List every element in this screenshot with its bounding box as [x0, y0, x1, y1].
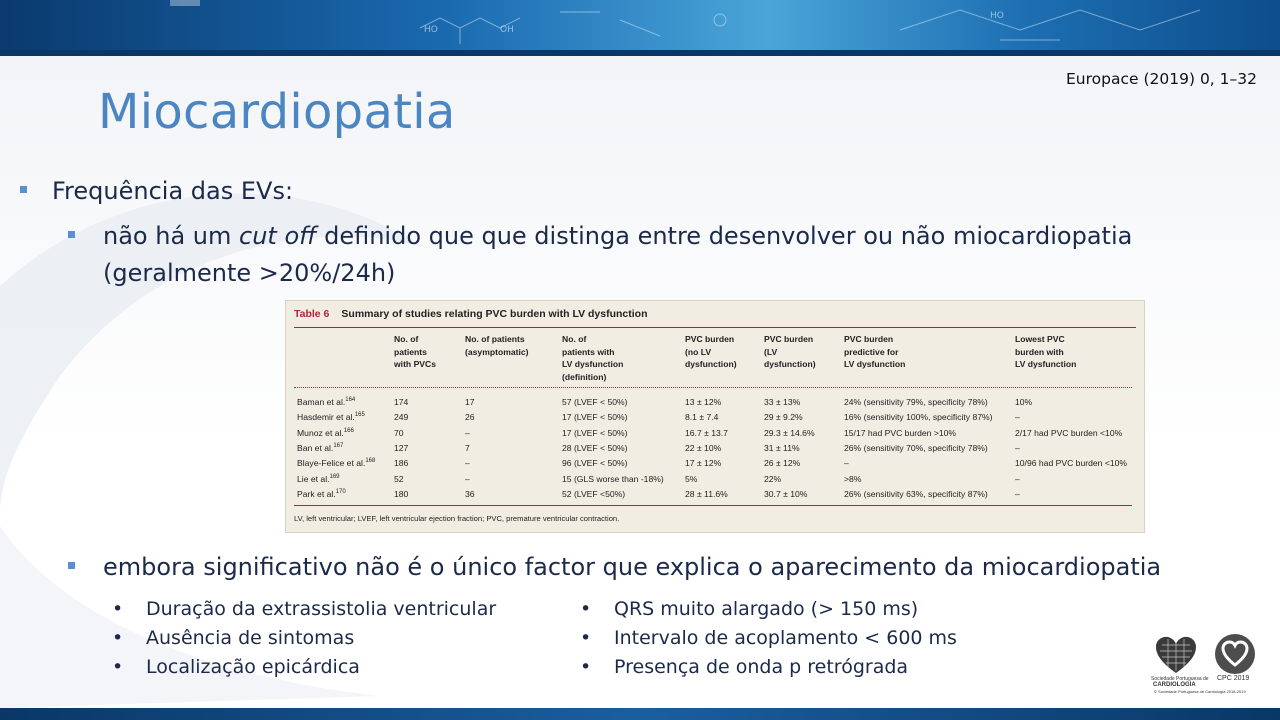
table-cell: 180 — [394, 488, 409, 499]
sub-bullet-text: Ausência de sintomas — [146, 627, 355, 649]
svg-text:OH: OH — [500, 25, 514, 35]
bullet-square-icon — [68, 562, 75, 569]
table-cell: 31 ± 11% — [764, 442, 800, 453]
table-footnote: LV, left ventricular; LVEF, left ventricular ejection fraction; PVC, premature ventricular contraction. — [294, 514, 620, 523]
spc-logo-line1: Sociedade Portuguesa de — [1151, 676, 1209, 682]
bullet-text-continuation: (geralmente >20%/24h) — [103, 259, 396, 287]
table-study-cell — [297, 474, 340, 484]
study-name: Park et al. — [297, 488, 336, 499]
cpc-logo-circle — [1215, 634, 1255, 674]
table-cell: 26 — [465, 412, 475, 423]
study-reference: 166 — [343, 427, 354, 434]
table-cell: 17 — [465, 397, 475, 407]
table-cell: 36 — [465, 488, 475, 499]
table-top-rule — [294, 327, 1136, 328]
spc-logo-line2: CARDIOLOGIA — [1153, 682, 1196, 688]
table-cell: – — [844, 458, 849, 469]
spc-heart-logo-icon — [1154, 635, 1198, 675]
reference-citation: Europace (2019) 0, 1–32 — [1066, 70, 1257, 88]
table-cell: 2/17 had PVC burden <10% — [1015, 427, 1123, 438]
bullet-square-icon — [20, 186, 27, 193]
table-cell: 7 — [465, 442, 470, 453]
sub-bullet-text: Presença de onda p retrógrada — [614, 656, 909, 678]
bullet-level2-factors — [68, 553, 1161, 581]
sub-bullet-right: • QRS muito alargado (> 150 ms) — [580, 598, 919, 620]
sub-bullet-text: Localização epicárdica — [146, 656, 360, 678]
bullet-square-icon — [68, 231, 75, 238]
table-header-divider — [294, 387, 1132, 388]
table-cell: 174 — [394, 397, 409, 407]
table-study-cell — [297, 397, 355, 407]
bullet-text-post: definido que que distinga entre desenvolver ou não miocardiopatia — [316, 222, 1133, 250]
cpc-heart-icon — [1215, 634, 1255, 674]
slide-title: Miocardiopatia — [98, 84, 456, 140]
table-bottom-rule — [294, 505, 1132, 506]
table-cell: – — [1015, 473, 1020, 484]
table-cell: 22% — [764, 473, 782, 484]
table-cell: 17 (LVEF < 50%) — [562, 427, 628, 438]
study-reference: 170 — [335, 488, 346, 495]
study-reference: 164 — [345, 397, 356, 404]
sub-bullet-text: Duração da extrassistolia ventricular — [146, 598, 497, 620]
study-reference: 169 — [329, 473, 340, 480]
footer-bar — [0, 708, 1280, 720]
table-cell: 249 — [394, 412, 409, 423]
table-cell: >8% — [844, 473, 862, 484]
table-cell: 16% (sensitivity 100%, specificity 87%) — [844, 412, 993, 423]
table-caption-text: Summary of studies relating PVC burden with LV dysfunction — [341, 308, 648, 320]
bullet-level1-text: Frequência das EVs: — [52, 177, 294, 205]
table-cell: 17 ± 12% — [685, 458, 722, 469]
table-cell: 33 ± 13% — [764, 397, 801, 407]
table-cell: 96 (LVEF < 50%) — [562, 458, 628, 469]
table-cell: 52 (LVEF <50%) — [562, 488, 626, 499]
table-cell: 186 — [394, 458, 409, 469]
bullet-text-emphasis: cut off — [239, 222, 317, 250]
table-cell: 30.7 ± 10% — [764, 488, 808, 499]
banner-decoration — [0, 0, 1280, 56]
table-header-cell: Lowest PVC burden with LV dysfunction — [1015, 334, 1077, 369]
table-cell: 57 (LVEF < 50%) — [562, 397, 628, 407]
table-study-cell — [297, 428, 354, 438]
table-cell: 16.7 ± 13.7 — [685, 427, 728, 438]
table-cell: 26% (sensitivity 63%, specificity 87%) — [844, 488, 988, 499]
table-cell: 15/17 had PVC burden >10% — [844, 427, 957, 438]
table-cell: 52 — [394, 473, 404, 484]
table-cell: – — [1015, 442, 1020, 453]
svg-text:HO: HO — [424, 25, 438, 35]
table-cell: 24% (sensitivity 79%, specificity 78%) — [844, 397, 988, 407]
sub-bullet-left: • Localização epicárdica — [112, 656, 360, 678]
table-label: Table 6 — [294, 308, 330, 320]
table-cell: 5% — [685, 473, 698, 484]
svg-text:HO: HO — [990, 11, 1004, 21]
study-reference: 168 — [365, 458, 376, 465]
study-name: Baman et al. — [297, 397, 346, 407]
table-cell: 127 — [394, 442, 409, 453]
table-cell: – — [465, 427, 470, 438]
table-cell: 17 (LVEF < 50%) — [562, 412, 628, 423]
table-cell: 10% — [1015, 397, 1033, 407]
bullet-level2-factors-text: embora significativo não é o único factor que explica o aparecimento da miocardiopatia — [103, 553, 1162, 581]
table-study-cell — [297, 489, 346, 499]
table-study-cell — [297, 443, 343, 453]
sub-bullet-text: Intervalo de acoplamento < 600 ms — [614, 627, 957, 649]
table-study-cell — [297, 458, 375, 468]
header-banner — [0, 0, 1280, 56]
table-cell: 26% (sensitivity 70%, specificity 78%) — [844, 442, 988, 453]
table-cell: – — [465, 473, 470, 484]
table-cell: 28 ± 11.6% — [685, 488, 728, 499]
table-header-cell: PVC burden (no LV dysfunction) — [685, 334, 737, 369]
table-cell: 22 ± 10% — [685, 442, 722, 453]
bullet-level2-cutoff — [68, 218, 1248, 292]
sub-bullet-left: • Ausência de sintomas — [112, 627, 355, 649]
sub-bullet-text: QRS muito alargado (> 150 ms) — [614, 598, 919, 620]
table-cell: 10/96 had PVC burden <10% — [1015, 458, 1128, 469]
study-name: Lie et al. — [297, 473, 330, 484]
study-name: Hasdemir et al. — [297, 412, 355, 423]
table-cell: 15 (GLS worse than -18%) — [562, 473, 664, 484]
study-name: Munoz et al. — [297, 427, 344, 438]
study-reference: 167 — [333, 443, 344, 450]
banner-strip — [0, 50, 1280, 56]
study-reference: 165 — [354, 412, 365, 419]
table-cell: 29 ± 9.2% — [764, 412, 803, 423]
table-cell: 13 ± 12% — [685, 397, 722, 407]
copyright-text: © Sociedade Portuguesa de Cardiologia 2018-2019 — [1154, 689, 1246, 694]
table-header-cell: No. of patients with LV dysfunction (definition) — [562, 334, 624, 382]
table-study-cell — [297, 412, 365, 422]
table-cell: – — [1015, 412, 1020, 423]
table-header-cell: PVC burden predictive for LV dysfunction — [844, 334, 906, 369]
sub-bullet-right: • Intervalo de acoplamento < 600 ms — [580, 627, 957, 649]
table-header-cell: PVC burden (LV dysfunction) — [764, 334, 816, 369]
table-header-cell: No. of patients with PVCs — [394, 334, 437, 369]
table-cell: 70 — [394, 427, 404, 438]
sub-bullet-right: • Presença de onda p retrógrada — [580, 656, 909, 678]
table-cell: – — [1015, 488, 1020, 499]
table-cell: – — [465, 458, 470, 469]
study-name: Ban et al. — [297, 442, 334, 453]
table-header-cell: No. of patients (asymptomatic) — [465, 334, 529, 357]
table-caption — [294, 308, 648, 320]
table-cell: 29.3 ± 14.6% — [764, 427, 815, 438]
study-name: Blaye-Felice et al. — [297, 458, 366, 469]
table-cell: 26 ± 12% — [764, 458, 801, 469]
sub-bullet-left: • Duração da extrassistolia ventricular — [112, 598, 497, 620]
table-figure — [285, 300, 1145, 533]
cpc-logo-text: CPC 2019 — [1217, 675, 1250, 682]
table-cell: 8.1 ± 7.4 — [685, 412, 719, 423]
table-cell: 28 (LVEF < 50%) — [562, 442, 628, 453]
bullet-text-pre: não há um — [103, 222, 239, 250]
bullet-level1 — [20, 177, 293, 205]
